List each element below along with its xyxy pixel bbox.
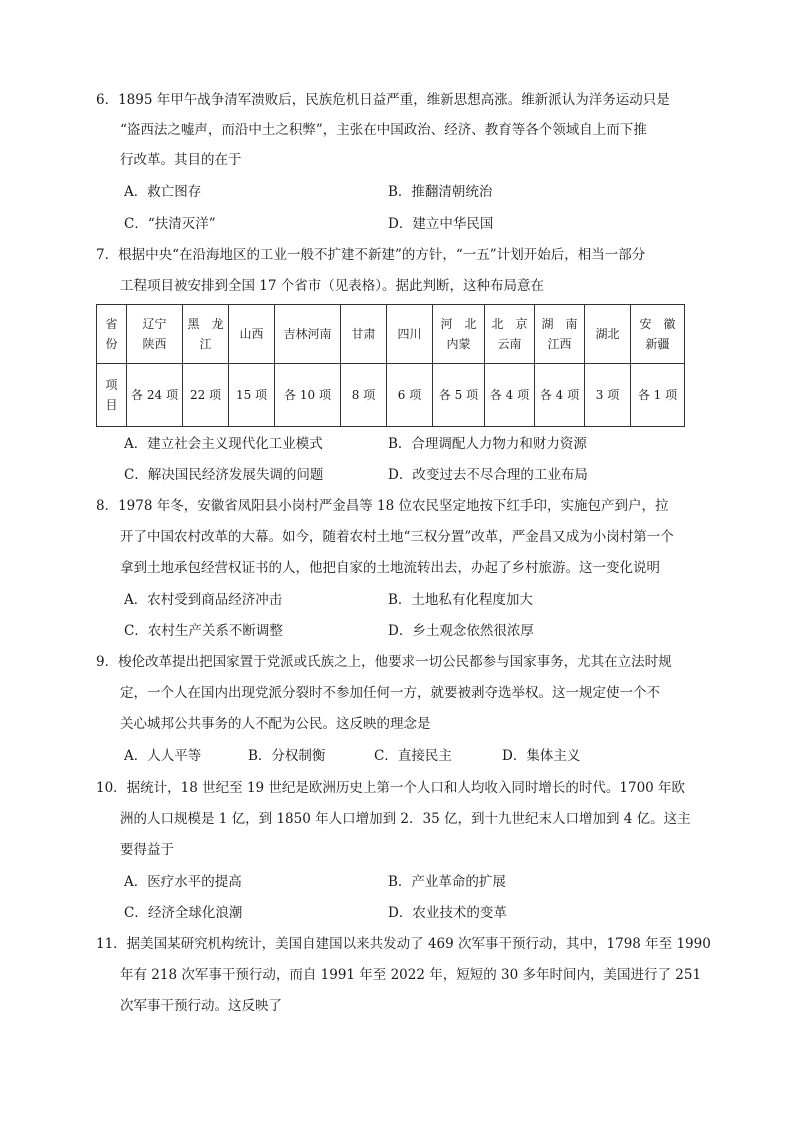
q6-stem-line3: 行改革。其目的在于 xyxy=(120,152,242,168)
q7-option-b: B．合理调配人力物力和财力资源 xyxy=(388,436,587,452)
q10-option-a: A．医疗水平的提高 xyxy=(124,874,242,890)
table-cell: 湖 南 江西 xyxy=(535,305,585,364)
table-cell: 项 目 xyxy=(97,364,127,427)
table-cell: 辽宁 陕西 xyxy=(127,305,183,364)
q11-stem-line3: 次军事干预行动。这反映了 xyxy=(120,998,282,1014)
q6-option-d: D．建立中华民国 xyxy=(388,216,494,232)
table-cell: 吉林河南 xyxy=(275,305,341,364)
table-cell: 8 项 xyxy=(341,364,387,427)
q7-project-table xyxy=(96,304,685,427)
q9-option-c: C．直接民主 xyxy=(374,748,452,764)
table-cell: 四川 xyxy=(387,305,433,364)
q7-option-c: C．解决国民经济发展失调的问题 xyxy=(124,467,324,483)
table-cell: 山西 xyxy=(229,305,275,364)
table-cell: 15 项 xyxy=(229,364,275,427)
q9-option-d: D．集体主义 xyxy=(502,748,581,764)
table-cell: 河 北 内蒙 xyxy=(433,305,485,364)
q7-option-d: D．改变过去不尽合理的工业布局 xyxy=(388,467,588,483)
q9-option-b: B．分权制衡 xyxy=(248,748,326,764)
table-cell: 22 项 xyxy=(183,364,229,427)
q10-stem-line2: 洲的人口规模是 1 亿，到 1850 年人口增加到 2．35 亿，到十九世纪末人口增加到 4 亿。这主 xyxy=(120,811,691,827)
q8-option-a: A．农村受到商品经济冲击 xyxy=(124,592,283,608)
table-cell: 甘肃 xyxy=(341,305,387,364)
table-cell: 北 京 云南 xyxy=(485,305,535,364)
q9-stem-line1: 9．梭伦改革提出把国家置于党派或氏族之上，他要求一切公民都参与国家事务，尤其在立法时规 xyxy=(96,654,672,670)
table-cell: 各 1 项 xyxy=(631,364,685,427)
q6-option-b: B．推翻清朝统治 xyxy=(388,184,493,200)
table-cell: 各 4 项 xyxy=(485,364,535,427)
table-cell: 6 项 xyxy=(387,364,433,427)
q7-stem-line1: 7．根据中央“在沿海地区的工业一般不扩建不新建”的方针，“一五”计划开始后，相当一部分 xyxy=(96,247,646,263)
q11-stem-line1: 11．据美国某研究机构统计，美国自建国以来共发动了 469 次军事干预行动，其中，1798 年至 1990 xyxy=(96,936,711,952)
q10-option-b: B．产业革命的扩展 xyxy=(388,874,506,890)
q7-option-a: A．建立社会主义现代化工业模式 xyxy=(124,436,323,452)
table-row xyxy=(97,364,685,427)
q8-stem-line3: 拿到土地承包经营权证书的人，他把自家的土地流转出去，办起了乡村旅游。这一变化说明 xyxy=(120,560,660,576)
q8-stem-line2: 开了中国农村改革的大幕。如今，随着农村土地“三权分置”改革，严金昌又成为小岗村第一个 xyxy=(120,529,674,545)
table-cell: 黑 龙 江 xyxy=(183,305,229,364)
q10-option-d: D．农业技术的变革 xyxy=(388,905,507,921)
table-cell: 省 份 xyxy=(97,305,127,364)
table-cell: 各 24 项 xyxy=(127,364,183,427)
table-cell: 湖北 xyxy=(585,305,631,364)
q6-stem-line1: 6．1895 年甲午战争清军溃败后，民族危机日益严重，维新思想高涨。维新派认为洋务运动只是 xyxy=(96,92,670,108)
table-cell: 各 10 项 xyxy=(275,364,341,427)
q10-stem-line1: 10．据统计，18 世纪至 19 世纪是欧洲历史上第一个人口和人均收入同时增长的时代。1700 年欧 xyxy=(96,780,686,796)
q8-option-d: D．乡土观念依然很浓厚 xyxy=(388,623,534,639)
table-cell: 各 5 项 xyxy=(433,364,485,427)
q6-option-c: C．“扶清灭洋” xyxy=(124,216,216,232)
q8-stem-line1: 8．1978 年冬，安徽省凤阳县小岗村严金昌等 18 位农民坚定地按下红手印，实施包产到户，拉 xyxy=(96,498,669,514)
q6-option-a: A．救亡图存 xyxy=(124,184,202,200)
q9-stem-line2: 定，一个人在国内出现党派分裂时不参加任何一方，就要被剥夺选举权。这一规定使一个不 xyxy=(120,685,660,701)
table-cell: 各 4 项 xyxy=(535,364,585,427)
q6-stem-line2: “盗西法之嘘声，而沿中土之积弊”，主张在中国政治、经济、教育等各个领域自上而下推 xyxy=(120,122,647,138)
q7-stem-line2: 工程项目被安排到全国 17 个省市（见表格）。据此判断，这种布局意在 xyxy=(120,278,545,294)
table-cell: 安 徽 新疆 xyxy=(631,305,685,364)
table-cell: 3 项 xyxy=(585,364,631,427)
q9-stem-line3: 关心城邦公共事务的人不配为公民。这反映的理念是 xyxy=(120,716,431,732)
q11-stem-line2: 年有 218 次军事干预行动，而自 1991 年至 2022 年，短短的 30 多年时间内，美国进行了 251 xyxy=(120,967,702,983)
q8-option-b: B．土地私有化程度加大 xyxy=(388,592,533,608)
q9-option-a: A．人人平等 xyxy=(124,748,202,764)
table-header-row xyxy=(97,305,685,364)
q10-stem-line3: 要得益于 xyxy=(120,842,174,858)
q8-option-c: C．农村生产关系不断调整 xyxy=(124,623,283,639)
q10-option-c: C．经济全球化浪潮 xyxy=(124,905,243,921)
